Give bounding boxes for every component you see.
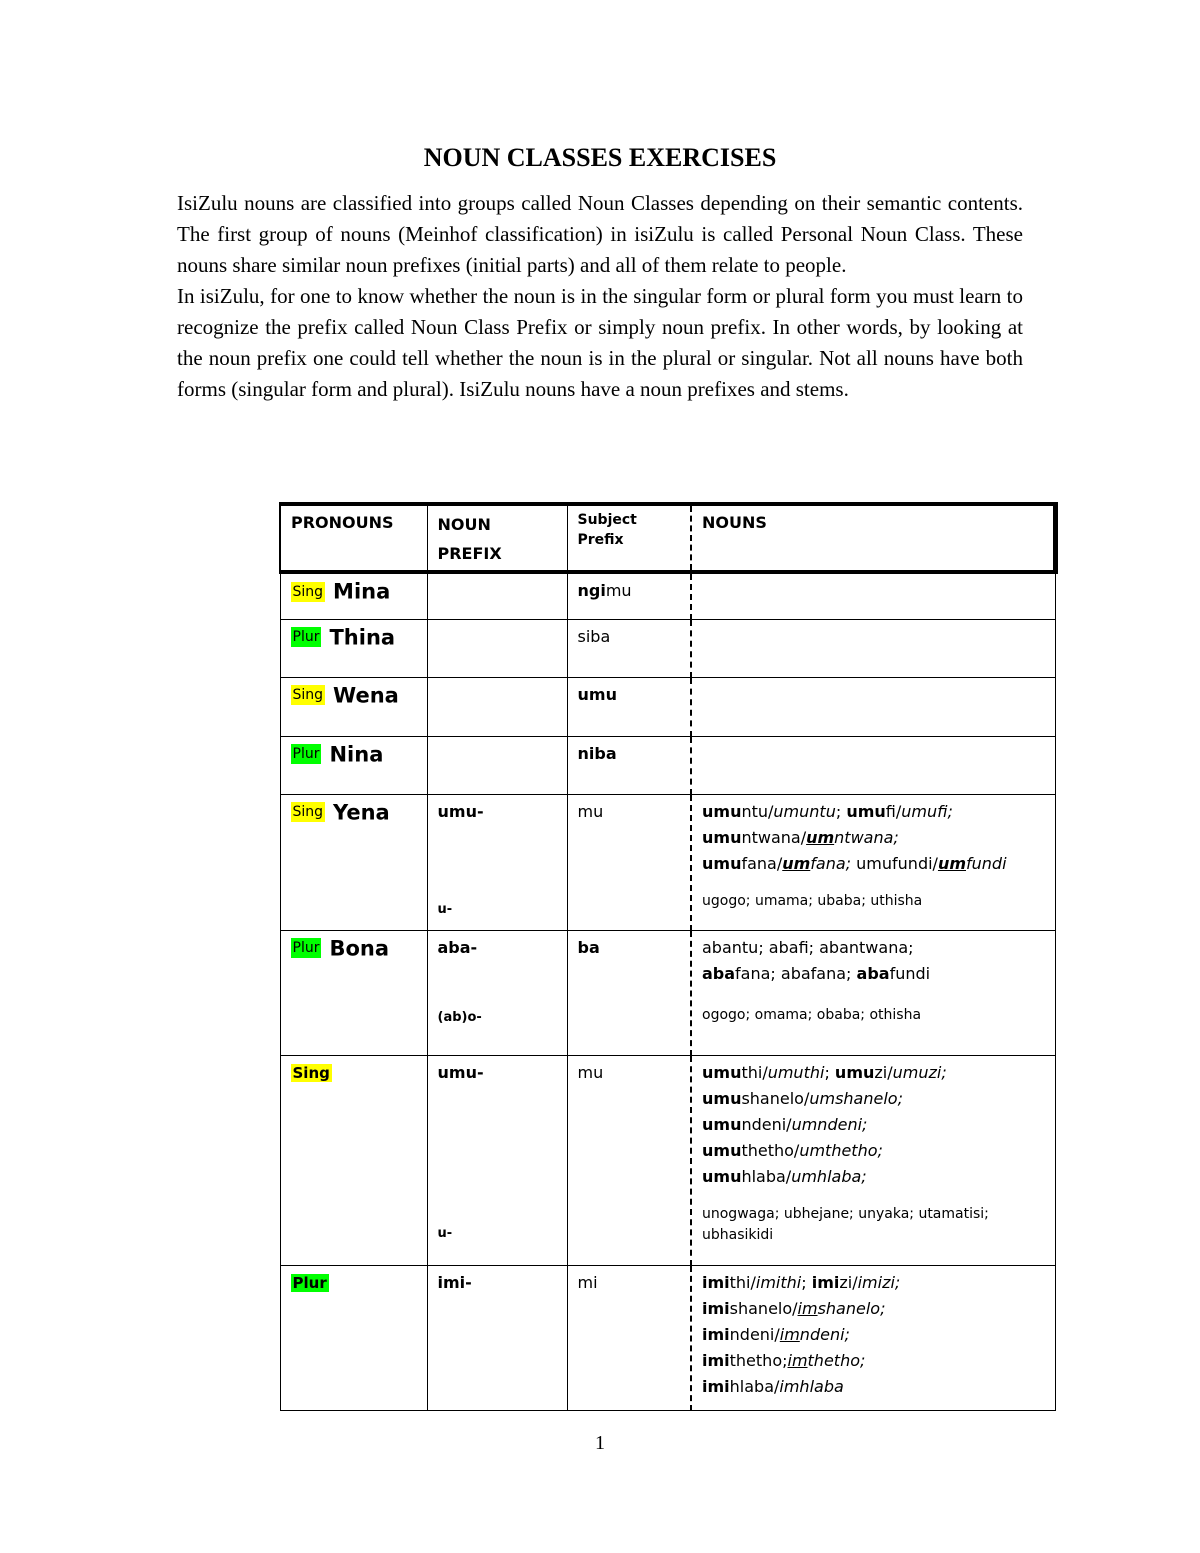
pronoun: Mina	[333, 579, 391, 604]
noun-prefix-cell	[427, 1265, 567, 1410]
noun-list: ogogo; omama; obaba; othisha	[702, 1006, 922, 1023]
header-nouns: NOUNS	[691, 504, 1055, 572]
subject-prefix-cell	[567, 1055, 691, 1265]
table-row	[280, 572, 1055, 619]
noun-classes-table	[279, 502, 1058, 1411]
plur-tag: Plur	[292, 1274, 327, 1292]
table-row	[280, 794, 1055, 930]
subject-prefix: umu	[577, 684, 617, 704]
nouns-cell	[691, 1055, 1055, 1265]
sing-tag: Sing	[292, 687, 324, 703]
pronoun-cell	[280, 677, 427, 736]
nouns-cell	[691, 572, 1055, 619]
page-number: 1	[595, 1432, 605, 1454]
nouns-cell	[691, 930, 1055, 1055]
nouns-cell	[691, 677, 1055, 736]
sing-tag: Sing	[292, 583, 324, 600]
page-title: NOUN CLASSES EXERCISES	[423, 143, 777, 172]
noun-line: imithetho;imthetho;	[702, 1350, 866, 1370]
noun-prefix-cell	[427, 794, 567, 930]
nouns-cell	[691, 1265, 1055, 1410]
noun-line: umuntu/umuntu; umufi/umufi;	[702, 801, 953, 821]
noun-line: imindeni/imndeni;	[702, 1324, 850, 1344]
table-row	[280, 1055, 1055, 1265]
nouns-cell	[691, 736, 1055, 794]
noun-prefix: umu-	[437, 801, 484, 821]
noun-line: umushanelo/umshanelo;	[702, 1088, 903, 1108]
subject-prefix-cell	[567, 619, 691, 677]
noun-line: imithi/imithi; imizi/imizi;	[702, 1272, 901, 1292]
noun-line: umundeni/umndeni;	[702, 1114, 868, 1134]
table-row	[280, 619, 1055, 677]
subject-prefix-rest: mu	[605, 581, 632, 600]
noun-prefix-cell	[427, 677, 567, 736]
noun-prefix: umu-	[437, 1062, 484, 1082]
plur-tag: Plur	[292, 629, 320, 645]
noun-list: ubhasikidi	[702, 1226, 774, 1243]
table-row	[280, 677, 1055, 736]
noun-prefix-cell	[427, 736, 567, 794]
noun-prefix: imi-	[437, 1272, 472, 1292]
noun-line: imishanelo/imshanelo;	[702, 1298, 886, 1318]
intro-paragraph-1: IsiZulu nouns are classified into groups called Noun Classes depending on their semantic contents. The first group of nouns (Meinhof classification) in isiZulu is called Personal Noun Class. These nouns share similar noun prefixes (initial parts) and all of them relate to people.	[177, 191, 1023, 277]
pronoun: Bona	[329, 936, 390, 960]
noun-list: unogwaga; ubhejane; unyaka; utamatisi;	[702, 1205, 989, 1222]
pronoun-cell	[280, 930, 427, 1055]
pronoun-cell	[280, 572, 427, 619]
noun-prefix-cell	[427, 930, 567, 1055]
noun-line: umuntwana/umntwana;	[702, 827, 899, 847]
pronoun: Wena	[333, 683, 399, 707]
sing-tag: Sing	[292, 804, 324, 820]
subject-prefix-cell	[567, 1265, 691, 1410]
noun-line: umuthetho/umthetho;	[702, 1140, 883, 1160]
noun-prefix-cell	[427, 619, 567, 677]
subject-prefix-cell	[567, 677, 691, 736]
intro-text	[177, 188, 1023, 405]
header-noun-prefix-line2: PREFIX	[437, 544, 502, 563]
table-row	[280, 930, 1055, 1055]
subject-prefix: mi	[577, 1272, 598, 1292]
plur-tag: Plur	[292, 940, 320, 956]
table-row	[280, 1265, 1055, 1410]
noun-line: imihlaba/imhlaba	[702, 1376, 844, 1396]
noun-line: abafana; abafana; abafundi	[702, 963, 931, 983]
noun-prefix-cell	[427, 1055, 567, 1265]
subject-prefix: mu	[577, 1062, 604, 1082]
pronoun: Nina	[329, 742, 384, 766]
subject-prefix-cell	[567, 794, 691, 930]
noun-prefix-alt: u-	[437, 901, 453, 917]
subject-prefix: siba	[577, 626, 611, 646]
subject-prefix-cell	[567, 736, 691, 794]
table-row	[280, 736, 1055, 794]
intro-paragraph-2: In isiZulu, for one to know whether the noun is in the singular form or plural form you must learn to recognize the prefix called Noun Class Prefix or simply noun prefix. In other words, by looking at the noun prefix one could tell whether the noun is in the plural or singular. Not all nouns have both forms (singular form and plural). IsiZulu nouns have a noun prefixes and stems.	[177, 284, 1023, 401]
noun-line: umuhlaba/umhlaba;	[702, 1166, 867, 1186]
header-pronouns: PRONOUNS	[280, 504, 427, 572]
subject-prefix: mu	[577, 801, 604, 821]
noun-prefix-cell	[427, 572, 567, 619]
pronoun-cell	[280, 794, 427, 930]
nouns-cell	[691, 619, 1055, 677]
table-header-row	[280, 504, 1055, 572]
noun-prefix-alt: (ab)o-	[437, 1009, 482, 1025]
plur-tag: Plur	[292, 746, 320, 762]
pronoun-cell	[280, 736, 427, 794]
subject-prefix-cell	[567, 930, 691, 1055]
header-noun-prefix	[427, 504, 567, 572]
noun-line: umuthi/umuthi; umuzi/umuzi;	[702, 1062, 947, 1082]
pronoun-cell	[280, 1265, 427, 1410]
subject-prefix: ba	[577, 937, 600, 957]
noun-list: ugogo; umama; ubaba; uthisha	[702, 892, 923, 909]
nouns-cell	[691, 794, 1055, 930]
noun-line: umufana/umfana; umufundi/umfundi	[702, 853, 1007, 873]
header-noun-prefix-line1: NOUN	[437, 515, 491, 534]
noun-prefix: aba-	[437, 937, 478, 957]
subject-prefix: niba	[577, 743, 617, 763]
sing-tag: Sing	[292, 1064, 330, 1082]
pronoun-cell	[280, 619, 427, 677]
subject-prefix-cell	[567, 572, 691, 619]
subject-prefix-bold: ngi	[577, 581, 606, 600]
noun-prefix-alt: u-	[437, 1225, 453, 1241]
pronoun: Thina	[329, 625, 396, 649]
noun-line: abantu; abafi; abantwana;	[702, 937, 914, 957]
pronoun-cell	[280, 1055, 427, 1265]
pronoun: Yena	[333, 800, 390, 824]
header-subject-prefix: Subject Prefix	[567, 504, 691, 572]
